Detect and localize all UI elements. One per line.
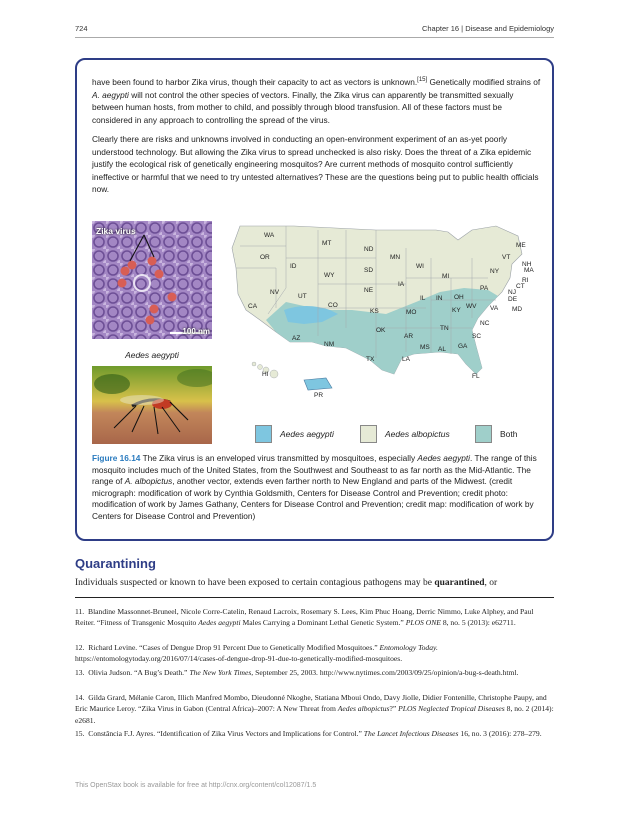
- state-label: AZ: [292, 335, 301, 342]
- legend-label-aegypti: Aedes aegypti: [280, 429, 334, 439]
- footnote-rule: [75, 597, 554, 598]
- page-footer: This OpenStax book is available for free at http://cnx.org/content/col12087/1.5: [75, 782, 317, 789]
- state-label: IL: [420, 295, 426, 302]
- state-label: MO: [406, 309, 417, 316]
- state-label: DE: [508, 296, 518, 303]
- state-label: PA: [480, 285, 489, 292]
- state-label: FL: [472, 373, 480, 380]
- section-title: Quarantining: [75, 556, 156, 571]
- figure-number: Figure 16.14: [92, 453, 141, 463]
- state-label: OK: [376, 327, 386, 334]
- legend-swatch-albopictus: [360, 425, 377, 443]
- micrograph-image: [92, 221, 212, 339]
- state-label: UT: [298, 293, 307, 300]
- state-label: SC: [472, 333, 482, 340]
- zika-micrograph: [92, 221, 212, 339]
- state-label: VT: [502, 254, 511, 261]
- figure-caption: Figure 16.14 The Zika virus is an enveloped virus transmitted by mosquitoes, especially Aedes aegypti. The range of this mosquito includes much of the United States, from the Southwest and Southeast to as far north as the Mid-Atlantic. The range of A. albopictus, another vector, extends even farther north to New England and parts of the Midwest. (credit micrograph: modification of work by Cynthia Goldsmith, Centers for Disease Control and Prevention; credit photo: modification of work by James Gathany, Centers for Disease Control and Prevention; credit map: modification of work by Centers for Disease Control and Prevention): [92, 453, 537, 521]
- state-label: MI: [442, 273, 450, 280]
- us-range-map: [226, 218, 544, 403]
- state-label: NJ: [508, 289, 516, 296]
- mosquito-image: [92, 366, 212, 444]
- state-label: NV: [270, 289, 280, 296]
- state-label: NY: [490, 268, 500, 275]
- glossary-term[interactable]: quarantined: [434, 578, 485, 588]
- state-label: ID: [290, 263, 297, 270]
- chapter-title: Chapter 16 | Disease and Epidemiology: [421, 24, 554, 33]
- footnote-12: 12. Richard Levine. “Cases of Dengue Drop 91 Percent Due to Genetically Modified Mosquitoes.” Entomology Today. https://entomologytoday.org/2016/07/14/cases-of-dengue-drop-91-due-to-genetically-modified-mosquitoes.: [75, 643, 438, 664]
- citation-15[interactable]: [15]: [417, 77, 428, 84]
- state-label: PR: [314, 392, 324, 399]
- legend-label-both: Both: [500, 429, 518, 439]
- state-label: CT: [516, 283, 525, 290]
- feature-paragraph-1: have been found to harbor Zika virus, though their capacity to act as vectors is unknown.[15] Genetically modified strains of A. aegypti will not control the other species of vectors. Finally, the Zika virus can apparently be transmitted sexually between human hosts, from mother to child, and possibly through blood transfusion. All of these factors must be considered in any approach to controlling the spread of the virus.: [92, 77, 541, 125]
- page-number: 724: [75, 24, 88, 33]
- state-label: NH: [522, 261, 532, 268]
- state-label: NC: [480, 320, 490, 327]
- state-label: KY: [452, 307, 461, 314]
- zika-virus-label: Zika virus: [96, 226, 136, 236]
- state-label: AR: [404, 333, 414, 340]
- state-label: KS: [370, 308, 379, 315]
- state-label: NM: [324, 341, 335, 348]
- legend-label-albopictus: Aedes albopictus: [385, 429, 450, 439]
- state-label: ME: [516, 242, 526, 249]
- state-label: WY: [324, 272, 335, 279]
- photo-caption: Aedes aegypti: [125, 350, 179, 360]
- state-label: OH: [454, 294, 464, 301]
- legend-swatch-both: [475, 425, 492, 443]
- section-text: Individuals suspected or known to have been exposed to certain contagious pathogens may be quarantined, or: [75, 578, 498, 588]
- footnote-13: 13. Olivia Judson. “A Bug’s Death.” The New York Times, September 25, 2003. http://www.nytimes.com/2003/09/25/opinion/a-bug-s-death.html.: [75, 668, 519, 677]
- state-label: MS: [420, 344, 430, 351]
- state-label: TX: [366, 356, 375, 363]
- puerto-rico: [304, 378, 332, 390]
- feature-paragraph-2: Clearly there are risks and unknowns involved in conducting an open-environment experiment of an as-yet poorly understood technology. But allowing the Zika virus to spread unchecked is also risky. Does the threat of a Zika epidemic justify the ecological risk of genetically engineering mosquitos? Are current methods of mosquito control sufficiently ineffective or harmful that we need to try untested alternatives? These are the questions being put to public health officials now.: [92, 134, 539, 194]
- state-label: ND: [364, 246, 374, 253]
- header-rule: [75, 37, 554, 38]
- footnote-11: 11. Blandine Massonnet-Bruneel, Nicole Corre-Catelin, Renaud Lacroix, Rosemary S. Lees, Kim Phuc Hoang, Derric Nimmo, Luke Alphey, and Paul Reiter. “Fitness of Transgenic Mosquito Aedes aegypti Males Carrying a Dominant Lethal Genetic System.” PLOS ONE 8, no. 5 (2013): e62711.: [75, 607, 534, 628]
- state-label: WV: [466, 303, 477, 310]
- mosquito-photo: [92, 366, 212, 444]
- state-label: MD: [512, 306, 523, 313]
- state-label: AL: [438, 346, 446, 353]
- legend-swatch-aegypti: [255, 425, 272, 443]
- state-label: CO: [328, 302, 338, 309]
- footnote-15: 15. Constância F.J. Ayres. “Identification of Zika Virus Vectors and Implications for Control.” The Lancet Infectious Diseases 16, no. 3 (2016): 278–279.: [75, 729, 542, 738]
- state-label: IA: [398, 281, 405, 288]
- state-label: CA: [248, 303, 258, 310]
- state-label: MA: [524, 267, 534, 274]
- state-label: NE: [364, 287, 374, 294]
- state-label: IN: [436, 295, 443, 302]
- state-label: RI: [522, 277, 529, 284]
- state-label: WA: [264, 232, 275, 239]
- state-label: MN: [390, 254, 401, 261]
- state-label: WI: [416, 263, 424, 270]
- state-label: OR: [260, 254, 270, 261]
- scale-bar-label: 100 nm: [182, 327, 210, 336]
- state-label: SD: [364, 267, 374, 274]
- state-label: GA: [458, 343, 468, 350]
- state-label: TN: [440, 325, 449, 332]
- state-label: VA: [490, 305, 499, 312]
- state-label: HI: [262, 371, 269, 378]
- state-label: LA: [402, 356, 410, 363]
- footnote-14: 14. Gilda Grard, Mélanie Caron, Illich Manfred Mombo, Dieudonné Nkoghe, Statiana Mboui Ondo, Davy Jiolle, Didier Fontenille, Christophe Paupy, and Eric Maurice Leroy. “Zika Virus in Gabon (Central Africa)–2007: A New Threat from Aedes albopictus?” PLOS Neglected Tropical Diseases 8, no. 2 (2014): e2681.: [75, 693, 554, 725]
- state-label: MT: [322, 240, 332, 247]
